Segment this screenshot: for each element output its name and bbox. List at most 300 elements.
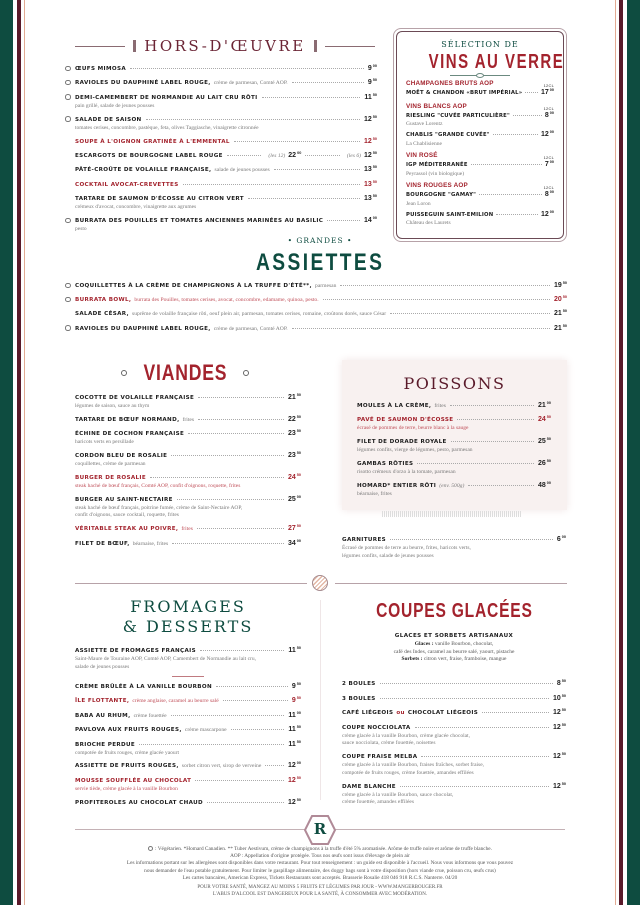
item-name: COUPE NOCCIOLATA xyxy=(342,724,411,731)
price-cents: 50 xyxy=(561,708,566,713)
hatched-circle-icon xyxy=(312,575,328,591)
poissons-panel-fringe xyxy=(382,511,522,517)
item-name: SALADE DE SAISON xyxy=(75,116,142,123)
price-main: 12 xyxy=(363,137,372,145)
item-line xyxy=(75,415,301,425)
price-cents: 50 xyxy=(296,775,301,780)
price-cents: 50 xyxy=(546,459,551,464)
leader-dots xyxy=(380,698,549,699)
price xyxy=(538,437,551,446)
leader-dots xyxy=(292,328,550,329)
item-desc: tomates cerises, concombre, pastèque, feta, olives Taggiasche, vinaigrette citronnée xyxy=(75,124,259,131)
price-main: 9 xyxy=(291,697,296,705)
item-name: ESCARGOTS DE BOURGOGNE LABEL ROUGE xyxy=(75,152,223,159)
menu-item xyxy=(357,459,551,477)
price xyxy=(288,740,301,749)
leader-dots xyxy=(234,141,360,142)
price-cents: 50 xyxy=(296,473,301,478)
vegetarian-icon xyxy=(148,846,153,851)
glaces-header: GLACES ET SORBETS ARTISANAUX xyxy=(394,633,514,639)
item-name: TARTARE DE BŒUF NORMAND, xyxy=(75,416,180,423)
item-name: BRIOCHE PERDUE xyxy=(75,741,136,748)
wine-name: CHABLIS "GRANDE CUVÉE" xyxy=(406,132,490,138)
price-cents: 00 xyxy=(296,494,301,499)
item-desc: confit d'oignons, sauce cocktail, roquette, frites xyxy=(75,512,179,519)
price xyxy=(288,725,301,734)
price-cents: 50 xyxy=(296,451,301,456)
glaces-text-2: café des Indes, caramel au beurre salé, yaourt, pistache xyxy=(393,648,515,655)
item-line xyxy=(406,210,554,221)
item-desc: coquillettes, crème de parmesan xyxy=(75,461,146,468)
price-main: 21 xyxy=(553,324,562,332)
menu-item xyxy=(75,740,301,758)
item-line xyxy=(75,539,301,549)
wine-category xyxy=(406,152,554,160)
item-desc: crème glacée à la vanille Bourbon, fraises fraîches, sorbet fraise, xyxy=(342,762,485,769)
price xyxy=(288,495,301,504)
item-name: ŒUFS MIMOSA xyxy=(75,66,127,72)
glaces-text: vanille Bourbon, chocolat, xyxy=(434,641,494,647)
price xyxy=(288,393,301,402)
price-cents: 50 xyxy=(372,150,378,155)
item-name: CAFÉ LIÉGEOIS xyxy=(342,710,394,717)
price xyxy=(545,190,554,199)
leader-dots xyxy=(188,433,284,434)
menu-item xyxy=(75,137,377,147)
menu-item xyxy=(75,295,567,305)
price-main: 25 xyxy=(537,438,546,446)
item-desc: salade de jeunes pousses xyxy=(75,663,130,670)
leader-dots xyxy=(207,802,284,803)
item-desc: steak haché de bœuf français, Comté AOP, confit d'oignons, roquette, frites xyxy=(75,483,241,490)
vertical-divider xyxy=(320,600,321,800)
price-main: 24 xyxy=(287,474,296,482)
sorbets-label: Sorbets : xyxy=(401,656,423,662)
item-line xyxy=(406,111,554,122)
item-line xyxy=(75,682,301,692)
leader-dots xyxy=(274,169,360,170)
price xyxy=(541,88,554,97)
price-main: 8 xyxy=(556,680,561,687)
price-cents: 50 xyxy=(372,194,377,199)
price xyxy=(554,324,567,333)
price xyxy=(545,111,554,120)
wine-category-name: CHAMPAGNES BRUTS AOP xyxy=(406,80,494,87)
price-cents: 00 xyxy=(549,160,554,164)
leader-dots xyxy=(227,155,262,156)
wine-item xyxy=(406,88,554,99)
price xyxy=(364,194,377,203)
menu-item xyxy=(75,180,377,190)
item-line xyxy=(357,437,551,447)
wine-box xyxy=(393,28,567,242)
footer-text: Les cartes bancaires, American Express, Tickets Restaurants sont acceptés. Brasserie Rosalie 418 046 918 R.C.S. Nanterre. 04/20 xyxy=(182,874,458,881)
price-main: 9 xyxy=(367,65,372,72)
price-cents: 50 xyxy=(562,309,567,314)
price-cents: 50 xyxy=(296,739,301,744)
leader-dots xyxy=(172,543,284,544)
item-line xyxy=(75,216,377,226)
item-name: RAVIOLES DU DAUPHINÉ LABEL ROUGE, xyxy=(75,325,211,332)
item-name: MOUSSE SOUFFLÉE AU CHOCOLAT xyxy=(75,777,192,784)
item-name: DEMI-CAMEMBERT DE NORMANDIE AU LAIT CRU RÔTI xyxy=(75,94,258,101)
price-cents: 00 xyxy=(372,64,377,68)
leader-dots xyxy=(457,419,534,420)
price-main: 34 xyxy=(287,539,296,547)
item-name: ÉCHINE DE COCHON FRANÇAISE xyxy=(75,431,185,438)
item-line xyxy=(342,694,566,704)
footer-line xyxy=(30,860,610,867)
item-desc: servie tiède, crème glacée à la vanille Bourbon xyxy=(75,785,178,792)
price-cents: 50 xyxy=(296,393,301,397)
wine-kicker: SÉLECTION DE xyxy=(441,40,519,49)
desserts-title-line2: & DESSERTS xyxy=(122,617,254,636)
leader-dots xyxy=(493,134,538,135)
price xyxy=(288,524,301,533)
price xyxy=(364,165,377,174)
sorbets-text: citron vert, fraise, framboise, mangue xyxy=(423,656,507,662)
menu-item xyxy=(342,782,566,807)
price xyxy=(288,429,301,438)
item-desc: béarnaise, frites xyxy=(357,491,392,498)
item-name: COCKTAIL AVOCAT-CREVETTES xyxy=(75,181,179,188)
menu-item xyxy=(75,165,377,175)
price-cents: 00 xyxy=(549,88,554,92)
leader-dots xyxy=(482,712,549,713)
price xyxy=(364,93,377,102)
leader-dots xyxy=(415,727,549,728)
assiettes-kicker-text: GRANDES xyxy=(296,236,344,245)
leader-dots xyxy=(340,285,550,286)
item-line xyxy=(75,93,377,103)
menu-item xyxy=(357,481,551,499)
item-desc: risotto crémeux d'orzo à la tomate, parmesan xyxy=(357,469,456,476)
menu-item xyxy=(342,679,566,689)
price xyxy=(288,776,301,785)
price-cents: 50 xyxy=(562,281,567,285)
item-inline-desc: salade de jeunes pousses xyxy=(214,167,270,174)
item-name: CRÈME BRÛLÉE À LA VANILLE BOURBON xyxy=(75,684,213,690)
item-line xyxy=(342,679,566,689)
wine-category xyxy=(406,103,554,111)
price-main: 23 xyxy=(287,430,296,438)
price-main: 11 xyxy=(288,740,296,748)
leader-dots xyxy=(198,397,284,398)
price xyxy=(553,723,566,732)
price-cents: 00 xyxy=(372,216,377,221)
item-desc: steak haché de bœuf français, poitrine fumée, crème de Saint-Nectaire AOP, xyxy=(75,504,243,511)
price-main: 11 xyxy=(288,726,296,734)
item-name: PAVLOVA AUX FRUITS ROUGES, xyxy=(75,727,182,734)
price-cents: 50 xyxy=(372,92,377,97)
item-line xyxy=(342,723,566,733)
item-line xyxy=(75,524,301,534)
item-name: 3 BOULES xyxy=(342,695,376,702)
item-line xyxy=(75,711,301,721)
wine-category xyxy=(406,182,554,190)
leader-dots xyxy=(471,164,542,165)
wine-producer: Peyrassol (vin biologique) xyxy=(406,170,465,177)
wine-category-name: VIN ROSÉ xyxy=(406,152,438,159)
wine-name: BOURGOGNE "GAMAY" xyxy=(406,192,477,198)
price-cents: 50 xyxy=(561,752,566,757)
price-cents: 50 xyxy=(372,114,377,119)
price xyxy=(292,696,301,705)
price xyxy=(538,415,551,424)
price-cents: 00 xyxy=(549,130,554,134)
wine-category xyxy=(406,80,554,88)
price-main: 22 xyxy=(287,415,296,423)
price-cents: 00 xyxy=(549,110,554,115)
item-inline-desc: béarnaise, frites xyxy=(132,540,169,547)
price-cents: 00 xyxy=(546,481,551,486)
leader-dots xyxy=(380,683,553,684)
price-main: 12 xyxy=(363,115,372,123)
price-cents: 50 xyxy=(546,437,551,442)
price xyxy=(288,415,301,424)
menu-item xyxy=(75,798,301,808)
bar-ornament xyxy=(133,40,136,52)
price-cents: 50 xyxy=(296,646,301,650)
item-line xyxy=(406,88,554,99)
item-desc: légumes de saison, sauce au thym xyxy=(75,403,150,409)
wine-name: PUISSEGUIN SAINT-EMILION xyxy=(406,211,494,218)
item-name: BURRATA DES POUILLES ET TOMATES ANCIENNES MARINÉES AU BASILIC xyxy=(75,218,324,225)
price-main: 23 xyxy=(287,452,296,460)
assiettes-title: ASSIETTES xyxy=(255,249,385,276)
item-line xyxy=(75,180,377,190)
hors-title-row xyxy=(75,36,375,56)
price-main: 20 xyxy=(553,296,562,304)
wine-unit: 12CL xyxy=(543,155,554,160)
item-name: DAME BLANCHE xyxy=(342,783,396,790)
price xyxy=(557,535,566,544)
leader-dots xyxy=(327,220,360,221)
leader-dots xyxy=(150,477,284,478)
price xyxy=(368,64,377,73)
price-main: 8 xyxy=(544,111,549,119)
menu-item xyxy=(75,194,377,212)
hors-title: HORS-D'ŒUVRE xyxy=(144,37,306,55)
item-desc: écrasé de pommes de terre, beurre blanc à la sauge xyxy=(357,425,469,432)
cheese-block xyxy=(75,646,301,675)
price-cents: 50 xyxy=(561,679,566,683)
price-main: 13 xyxy=(363,166,372,174)
price-cents: 00 xyxy=(296,761,301,766)
item-desc: compotée de fruits rouges, crème glacée yaourt xyxy=(75,749,179,756)
price xyxy=(538,481,551,490)
leader-dots xyxy=(177,499,284,500)
item-name-2: CHOCOLAT LIÉGEOIS xyxy=(407,710,479,717)
leader-dots xyxy=(468,485,534,486)
price-cents: 50 xyxy=(296,429,301,434)
item-desc: compotée de fruits rouges, crème fouettée, amandes effilées xyxy=(342,769,474,776)
price-main: 21 xyxy=(553,310,562,318)
leader-dots xyxy=(417,463,534,464)
menu-item xyxy=(75,429,301,447)
price-main: 9 xyxy=(291,683,296,690)
desserts-list xyxy=(75,682,301,812)
leader-dots xyxy=(450,405,534,406)
menu-item xyxy=(75,324,567,334)
glaces-block xyxy=(342,632,566,664)
item-line xyxy=(75,429,301,439)
price xyxy=(553,708,566,717)
menu-item xyxy=(75,696,301,706)
menu-item xyxy=(75,451,301,469)
item-name: BURGER DE ROSALIE xyxy=(75,475,147,482)
footer-text: AOP : Appellation d'origine protégée. Tous nos œufs sont issus d'élevage de plein air xyxy=(230,853,410,860)
item-line xyxy=(75,646,301,656)
menu-item xyxy=(342,752,566,777)
item-desc: sauce nocciolata, crème fouettée, noisettes xyxy=(342,740,436,747)
price-cents: 50 xyxy=(372,179,377,184)
price-cents: 50 xyxy=(296,682,301,686)
price xyxy=(288,798,301,807)
price xyxy=(554,309,567,318)
frame-right-green xyxy=(627,0,640,905)
price-cents: 50 xyxy=(372,165,377,170)
poissons-list xyxy=(357,401,551,503)
price-main: 11 xyxy=(364,93,372,101)
price xyxy=(292,682,301,691)
item-name: BURRATA BOWL, xyxy=(75,297,132,304)
assiettes-title-wrap xyxy=(220,248,420,276)
item-line xyxy=(75,725,301,735)
item-line xyxy=(357,401,551,411)
leader-dots xyxy=(479,194,542,195)
wine-name: RIESLING "CUVÉE PARTICULIÈRE" xyxy=(406,112,510,119)
price-main: 21 xyxy=(287,394,296,401)
footer-text: : Végétarien. *Homard Canadien. ** Tuber Aestivum, crème de champignons à la truffe d'été 5% aromatisée. Arôme de truffe noire et arôme de truffe blanche. xyxy=(155,846,492,852)
item-desc: crème glacée à la vanille Bourbon, crème glacée chocolat, xyxy=(342,732,470,739)
item-name: PROFITEROLES AU CHOCOLAT CHAUD xyxy=(75,799,204,806)
price-main: 12 xyxy=(552,709,561,717)
item-line xyxy=(75,776,301,786)
bar-ornament xyxy=(314,40,317,52)
menu-item xyxy=(75,93,377,111)
item-line xyxy=(406,130,554,141)
price-cents: 50 xyxy=(561,722,566,727)
divider xyxy=(75,829,305,830)
item-inline-desc: crème de parmesan, Comté AOP. xyxy=(213,325,288,332)
wine-producer: Gustave Lorentz xyxy=(406,121,443,127)
leader-dots xyxy=(223,700,288,701)
wine-item xyxy=(406,210,554,228)
price-cents: 00 xyxy=(296,710,301,715)
price-main: 12 xyxy=(540,210,549,218)
item-desc: pain grillé, salade de jeunes pousses xyxy=(75,102,155,109)
menu-item xyxy=(75,281,567,291)
price-main: 24 xyxy=(537,416,546,424)
menu-item xyxy=(75,539,301,549)
item-inline-desc: frites xyxy=(182,416,195,423)
item-line xyxy=(75,324,567,334)
viandes-title-wrap xyxy=(100,360,270,386)
item-line xyxy=(406,160,554,171)
price-main: 21 xyxy=(537,402,546,409)
price xyxy=(288,711,301,720)
item-line xyxy=(75,696,301,706)
price xyxy=(541,210,554,219)
item-name: CORDON BLEU DE ROSALIE xyxy=(75,453,168,460)
divider xyxy=(335,583,567,584)
menu-item xyxy=(75,524,301,534)
item-line xyxy=(75,137,377,147)
item-line xyxy=(342,782,566,792)
leader-dots xyxy=(525,92,538,93)
price-main: 10 xyxy=(552,694,561,702)
leader-dots xyxy=(171,715,285,716)
price-cents: 50 xyxy=(296,797,301,802)
item-name: COUPE FRAISE MELBA xyxy=(342,754,418,761)
item-inline-desc: crème fouettée xyxy=(133,712,167,719)
vegetarian-icon xyxy=(65,66,71,72)
item-name: ASSIETTE DE FROMAGES FRANÇAIS xyxy=(75,648,196,654)
price xyxy=(538,459,551,468)
item-line xyxy=(75,761,301,771)
item-line xyxy=(75,798,301,808)
leader-dots xyxy=(513,115,542,116)
leader-dots xyxy=(231,729,285,730)
price xyxy=(364,180,377,189)
price xyxy=(554,295,567,304)
viandes-title: VIANDES xyxy=(143,360,227,385)
item-inline-desc: parmesan xyxy=(315,283,337,289)
price-cents: 50 xyxy=(562,295,567,300)
price-cents: 50 xyxy=(296,725,301,730)
leader-dots xyxy=(146,119,360,120)
leader-dots xyxy=(451,441,534,442)
menu-item xyxy=(75,711,301,721)
leader-dots xyxy=(496,214,538,215)
price-main: 11 xyxy=(288,647,296,654)
item-line xyxy=(357,415,551,425)
item-name: FILET DE BŒUF, xyxy=(75,540,130,547)
price xyxy=(364,216,377,225)
wine-producer: Château des Laurets xyxy=(406,220,451,226)
leader-dots xyxy=(262,97,361,98)
wine-unit: 12CL xyxy=(543,185,554,190)
leader-dots xyxy=(130,68,364,69)
item-inline-desc: frites xyxy=(181,526,193,533)
price xyxy=(288,646,301,655)
leader-dots xyxy=(390,313,550,314)
dot-ornament-icon xyxy=(243,370,249,376)
price-cents: 00 xyxy=(549,190,554,194)
divider xyxy=(75,46,125,47)
item-line xyxy=(342,708,566,718)
menu-item xyxy=(75,473,301,491)
item-line xyxy=(75,740,301,750)
item-name: VÉRITABLE STEAK AU POIVRE, xyxy=(75,526,179,533)
item-name: FILET DE DORADE ROYALE xyxy=(357,439,447,446)
item-name: RAVIOLES DU DAUPHINÉ LABEL ROUGE, xyxy=(75,80,211,87)
item-line xyxy=(75,309,567,319)
legal-line: L'ABUS D'ALCOOL EST DANGEREUX POUR LA SANTÉ, À CONSOMMER AVEC MODÉRATION. xyxy=(212,892,428,898)
footer-text: nous demander de l'eau potable gratuitement. Pour limiter le gaspillage alimentaire, des doggy bags sont à votre disposition (hors viande crue, poisson cru, œufs crus) xyxy=(144,867,496,874)
item-inline-desc: burrata des Pouilles, tomates cerises, avocat, concombre, edamame, quinoa, pesto. xyxy=(134,297,319,304)
divider xyxy=(325,46,375,47)
red-divider xyxy=(172,676,204,677)
item-name: BURGER AU SAINT-NECTAIRE xyxy=(75,496,173,503)
price-main: 25 xyxy=(287,495,296,503)
item-desc: légumes confits, salade de jeunes pousses xyxy=(342,552,434,559)
frame-right-line xyxy=(615,0,616,905)
poissons-title: POISSONS xyxy=(403,374,506,393)
price-cents: 50 xyxy=(561,781,566,786)
price-main: 12 xyxy=(552,753,561,761)
